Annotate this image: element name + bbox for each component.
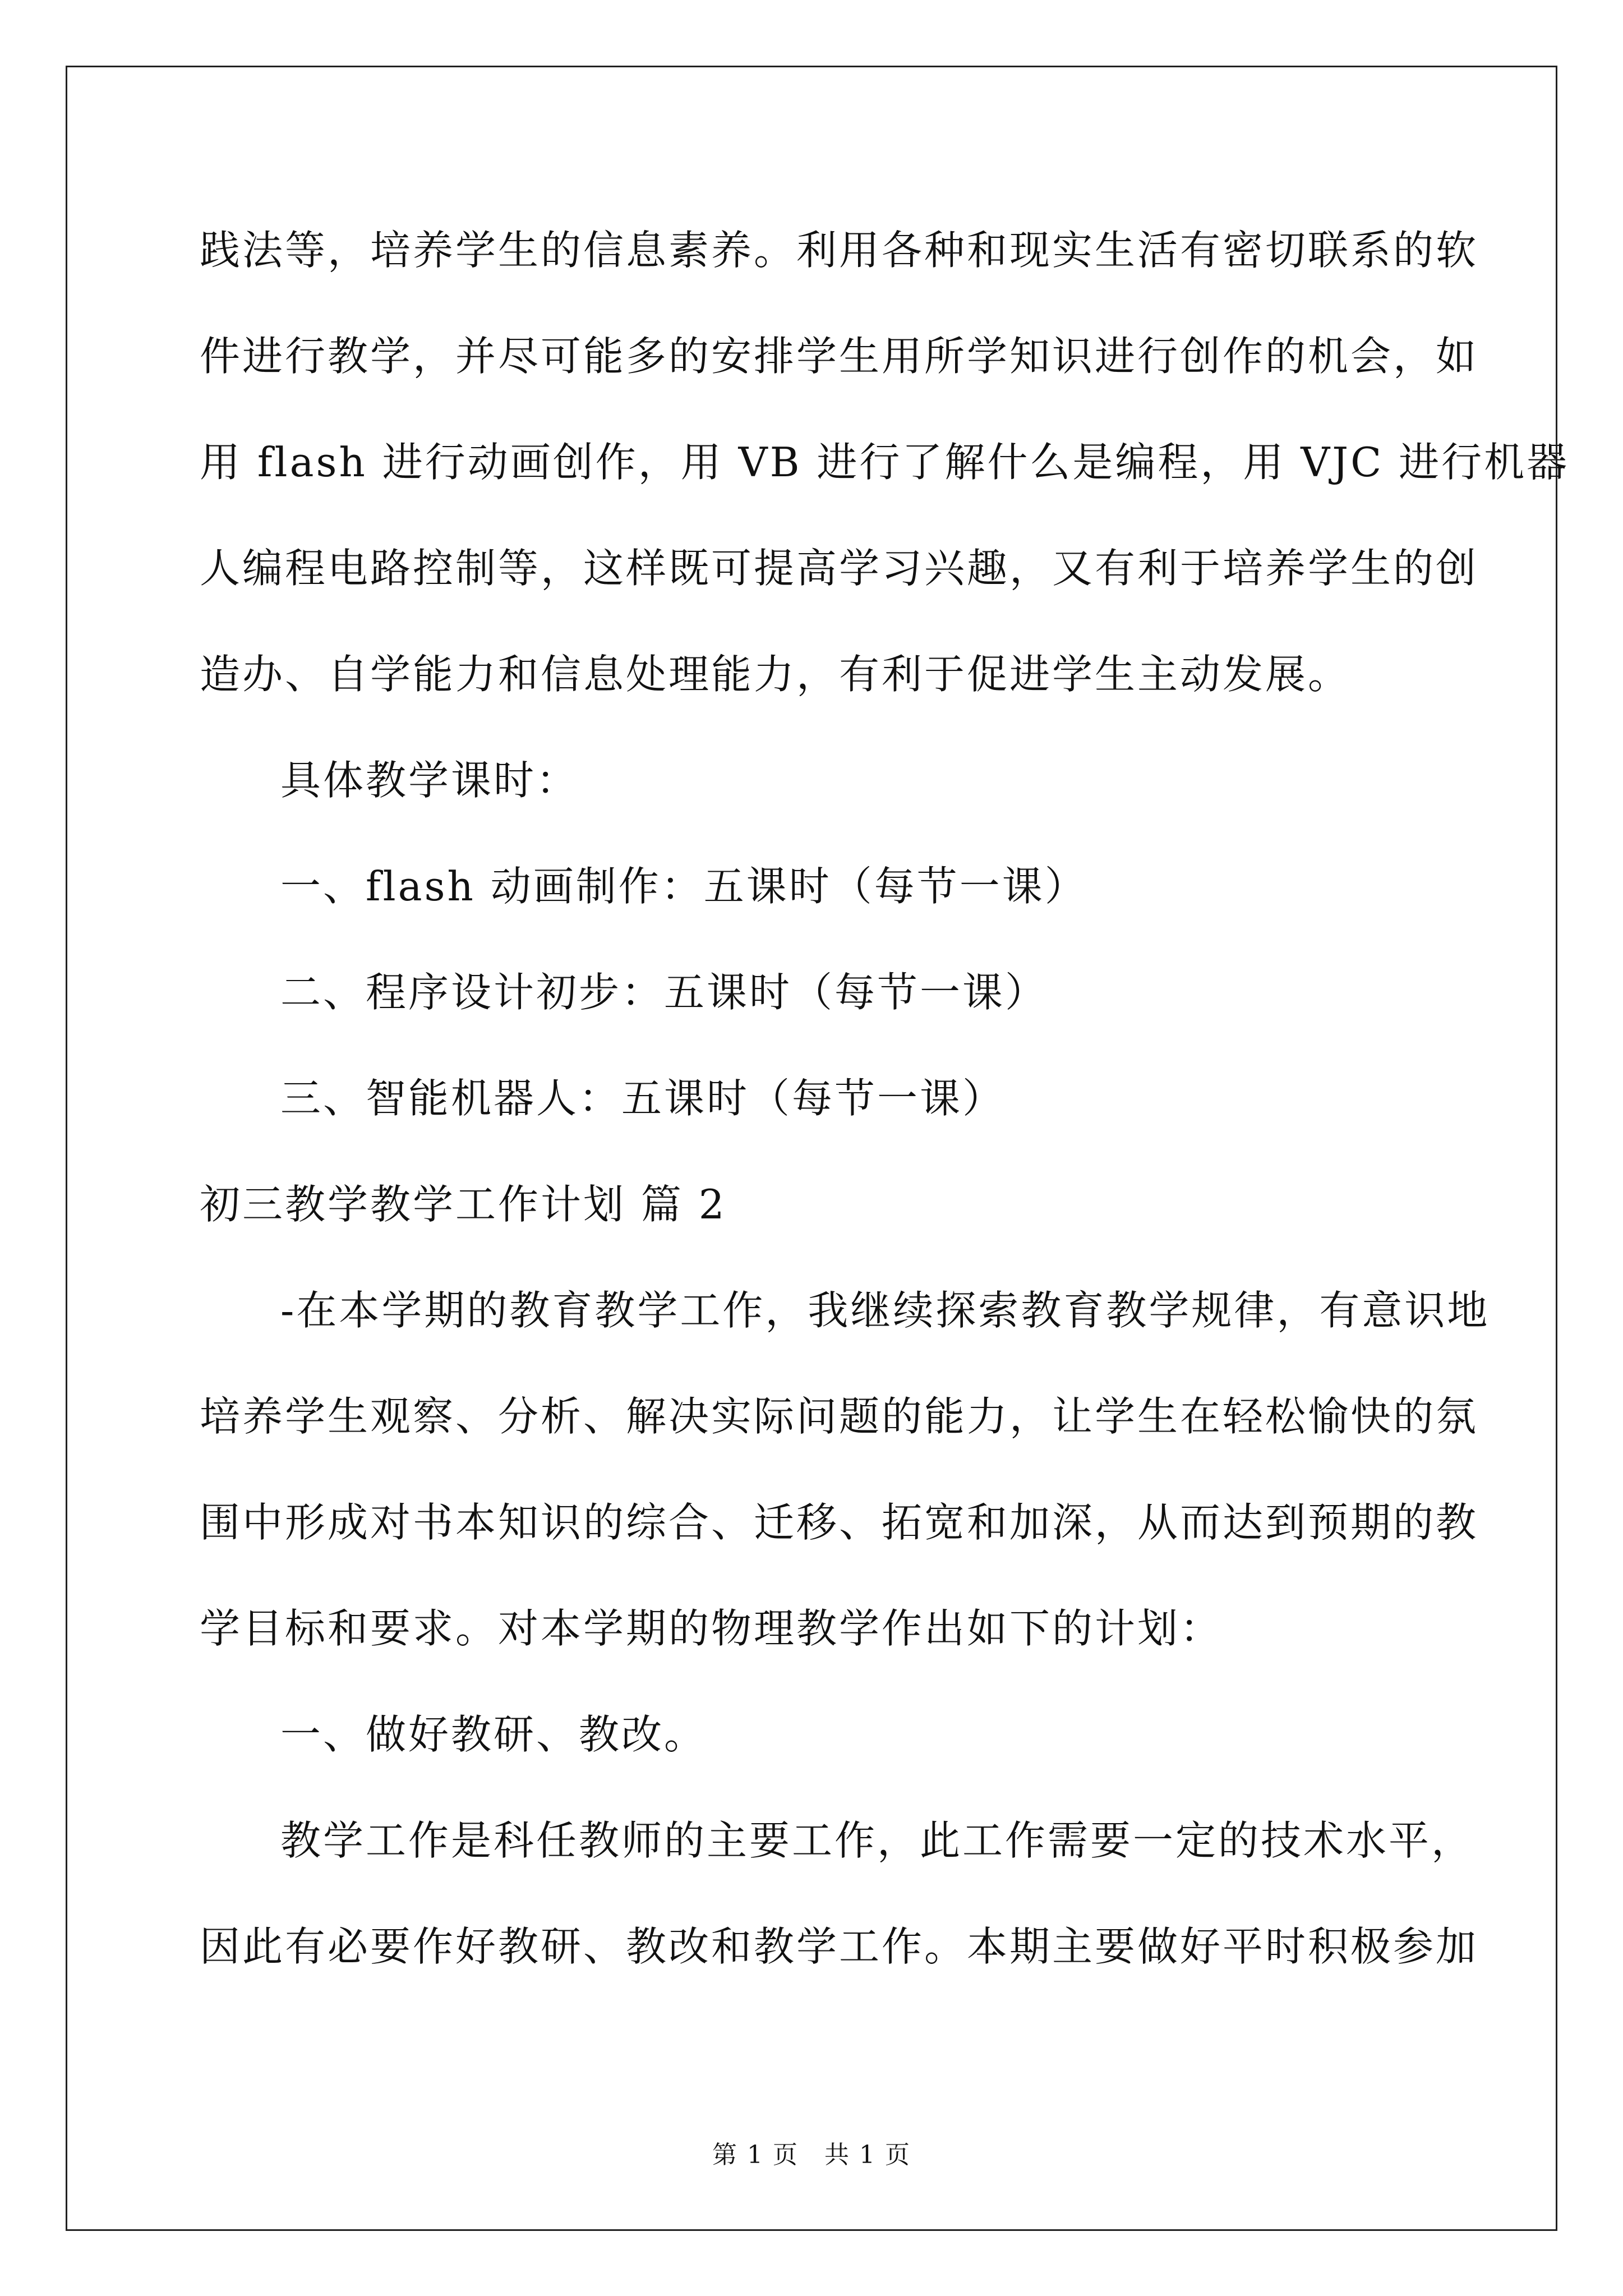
list-item: 二、程序设计初步：五课时（每节一课） [280, 969, 1048, 1016]
list-item: 三、智能机器人：五课时（每节一课） [280, 1075, 1006, 1122]
paragraph-line: 培养学生观察、分析、解决实际问题的能力，让学生在轻松愉快的氛 [200, 1393, 1479, 1440]
paragraph-line: 围中形成对书本知识的综合、迁移、拓宽和加深，从而达到预期的教 [200, 1499, 1479, 1546]
paragraph-line: 造办、自学能力和信息处理能力，有利于促进学生主动发展。 [200, 651, 1351, 698]
page-border [66, 66, 1557, 2231]
paragraph-line: 用 flash 进行动画创作，用 VB 进行了解什么是编程，用 VJC 进行机器 [200, 439, 1570, 486]
paragraph-line: 具体教学课时： [280, 757, 579, 804]
paragraph-line: 践法等，培养学生的信息素养。利用各种和现实生活有密切联系的软 [200, 227, 1479, 274]
paragraph-line: 学目标和要求。对本学期的物理教学作出如下的计划： [200, 1605, 1223, 1652]
paragraph-line: 人编程电路控制等，这样既可提高学习兴趣，又有利于培养学生的创 [200, 545, 1479, 592]
paragraph-line: 件进行教学，并尽可能多的安排学生用所学知识进行创作的机会，如 [200, 333, 1479, 380]
paragraph-line: -在本学期的教育教学工作，我继续探索教育教学规律，有意识地 [280, 1287, 1490, 1334]
page-footer: 第 1 页 共 1 页 [712, 2141, 911, 2169]
paragraph-line: 教学工作是科任教师的主要工作，此工作需要一定的技术水平， [280, 1817, 1474, 1864]
section-heading: 初三教学教学工作计划 篇 2 [200, 1181, 727, 1228]
paragraph-line: 因此有必要作好教研、教改和教学工作。本期主要做好平时积极参加 [200, 1923, 1479, 1970]
list-item: 一、做好教研、教改。 [280, 1711, 707, 1758]
list-item: 一、flash 动画制作：五课时（每节一课） [280, 863, 1087, 910]
